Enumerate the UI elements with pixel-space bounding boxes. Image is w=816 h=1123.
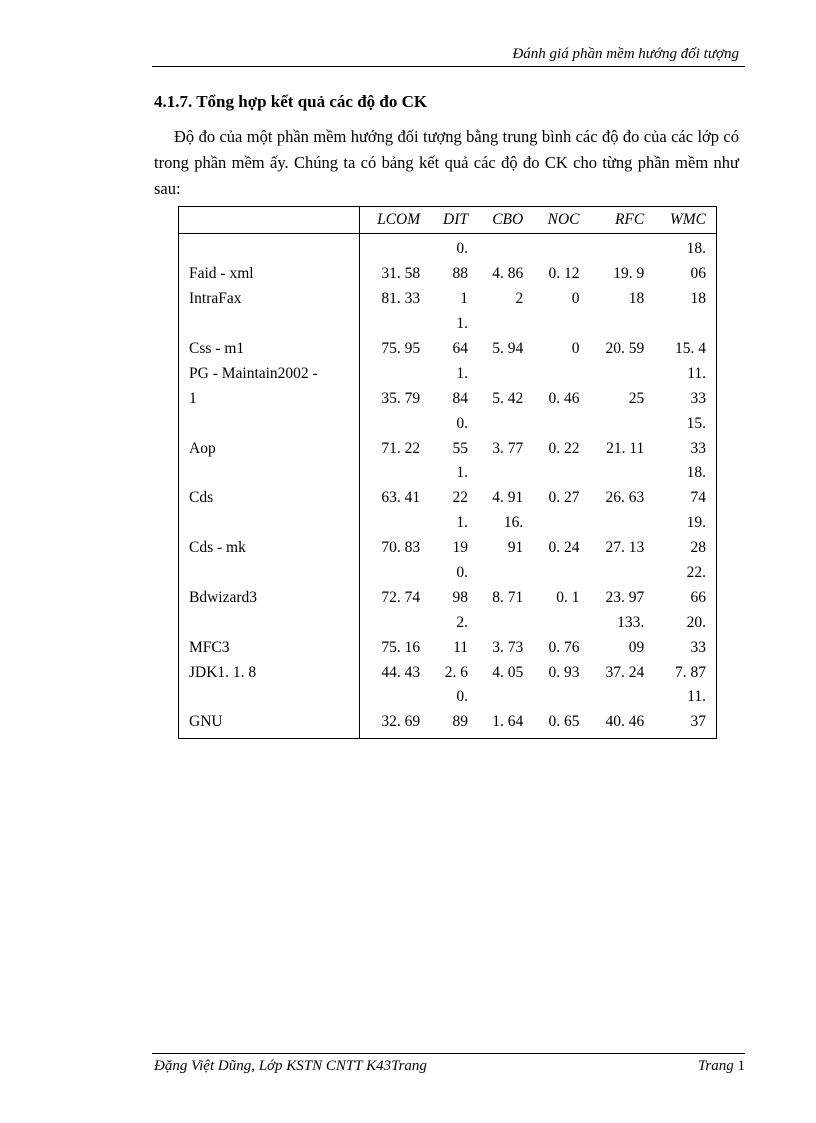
metric-cell: 19 (452, 539, 468, 557)
metric-cell: 75. 95 (381, 340, 421, 357)
metric-cell: 74 (690, 489, 706, 507)
metric-cell (360, 461, 431, 486)
metric-cell: 64 (452, 340, 468, 357)
metric-cell (533, 511, 589, 536)
metric-cell: 18. (686, 240, 706, 258)
metric-cell: 66 (690, 588, 706, 606)
metric-cell: 72. 74 (381, 588, 421, 606)
table-header-row (179, 207, 717, 234)
metric-cell: 84 (452, 389, 468, 407)
metric-cell (478, 361, 533, 386)
metric-cell: 32. 69 (381, 713, 421, 731)
metric-cell: 0. (456, 414, 468, 432)
metric-cell: 75. 16 (381, 638, 421, 656)
metric-cell: 55 (452, 439, 468, 457)
metric-cell: 11 (453, 638, 468, 656)
metric-cell: 91 (507, 539, 524, 557)
software-name-cell: 1 (179, 386, 360, 411)
metric-cell: 88 (452, 265, 468, 283)
metric-cell (478, 610, 533, 635)
metric-cell: 11. (687, 688, 706, 706)
metric-cell: 40. 46 (605, 713, 645, 731)
software-name-cell: Bdwizard3 (179, 585, 360, 610)
metric-cell: 18 (690, 290, 706, 308)
table-row (179, 561, 717, 586)
metric-cell (360, 361, 431, 386)
software-name-cell (179, 234, 360, 262)
metric-cell: 0. 12 (548, 265, 580, 283)
metric-cell: 44. 43 (381, 663, 421, 681)
metric-cell: 31. 58 (381, 265, 421, 283)
page-header: Đánh giá phần mềm hướng đối tượng (512, 46, 739, 62)
metric-cell: 22 (452, 489, 468, 507)
footer-author: Đặng Việt Dũng, Lớp KSTN CNTT K43Trang (154, 1058, 427, 1074)
metric-cell: 0. (456, 688, 468, 706)
metric-cell (533, 461, 589, 486)
metric-cell: 37. 24 (605, 663, 645, 681)
metric-cell (478, 461, 533, 486)
software-name-cell: Cds - mk (179, 536, 360, 561)
metric-cell: 11. (687, 364, 706, 382)
header-cell-dit: DIT (430, 207, 478, 234)
metric-cell: 15. (686, 414, 706, 432)
metric-cell (478, 312, 533, 337)
metric-cell: 7. 87 (675, 663, 706, 681)
metric-cell: 2. 6 (444, 663, 468, 681)
metric-cell: 16. (503, 514, 524, 532)
software-name-cell (179, 312, 360, 337)
metric-cell: 35. 79 (381, 389, 421, 407)
table-row (179, 685, 717, 710)
metric-cell: 19. (686, 514, 706, 532)
metric-cell: 5. 94 (492, 340, 524, 357)
metric-cell (360, 411, 431, 436)
metric-cell (590, 461, 655, 486)
metric-cell: 3. 77 (492, 439, 524, 457)
metric-cell (590, 685, 655, 710)
software-name-cell: Faid - xml (179, 262, 360, 287)
header-cell-lcom: LCOM (360, 207, 431, 234)
metric-cell (590, 312, 655, 337)
metric-cell: 21. 11 (606, 439, 645, 457)
table-row (179, 262, 717, 287)
software-name-cell (179, 511, 360, 536)
metric-cell (478, 685, 533, 710)
metric-cell: 5. 42 (492, 389, 524, 407)
metric-cell: 0. 65 (548, 713, 580, 731)
table-row (179, 436, 717, 461)
header-cell-cbo: CBO (478, 207, 533, 234)
metric-cell (590, 411, 655, 436)
software-name-cell: PG - Maintain2002 - (179, 361, 360, 386)
metric-cell (533, 312, 589, 337)
table-row (179, 610, 717, 635)
metric-cell (533, 411, 589, 436)
metric-cell (360, 234, 431, 262)
metric-cell (533, 234, 589, 262)
software-name-cell: Cds (179, 486, 360, 511)
metric-cell: 0 (571, 340, 580, 357)
metric-cell: 98 (452, 588, 468, 606)
section-title: 4.1.7. Tổng hợp kết quả các độ đo CK (154, 92, 428, 111)
metric-cell: 0 (571, 290, 580, 308)
metric-cell: 33 (690, 389, 706, 407)
metric-cell: 19. 9 (613, 265, 645, 283)
software-name-cell: IntraFax (179, 287, 360, 312)
metric-cell (360, 610, 431, 635)
metric-cell (533, 361, 589, 386)
metric-cell: 37 (690, 713, 706, 731)
metric-cell (360, 312, 431, 337)
metric-cell: 33 (690, 439, 706, 457)
metric-cell (590, 234, 655, 262)
table-row (179, 635, 717, 660)
metric-cell: 81. 33 (381, 290, 421, 308)
metric-cell: 2 (515, 290, 524, 308)
metric-cell: 1. (456, 315, 468, 333)
metric-cell: 4. 86 (492, 265, 524, 283)
metric-cell: 33 (690, 638, 706, 656)
metric-cell: 1. 64 (492, 713, 524, 731)
software-name-cell: GNU (179, 710, 360, 738)
metric-cell (590, 511, 655, 536)
metric-cell: 15. 4 (675, 340, 706, 357)
table-row (179, 337, 717, 362)
header-cell-noc: NOC (533, 207, 589, 234)
table-row (179, 585, 717, 610)
metric-cell: 1 (460, 290, 468, 308)
metric-cell: 0. 76 (548, 638, 580, 656)
ck-metrics-table (178, 206, 717, 739)
software-name-cell: MFC3 (179, 635, 360, 660)
footer-page-number: 1 (737, 1058, 745, 1074)
footer-rule (152, 1053, 745, 1054)
table-row (179, 486, 717, 511)
metric-cell: 18 (628, 290, 645, 308)
metric-cell (360, 685, 431, 710)
metric-cell: 3. 73 (492, 638, 524, 656)
software-name-cell (179, 561, 360, 586)
metric-cell: 0. 46 (548, 389, 580, 407)
metric-cell: 0. 27 (548, 489, 580, 507)
metric-cell (478, 561, 533, 586)
metric-cell: 06 (690, 265, 706, 283)
metric-cell: 1. (456, 364, 468, 382)
table-body (179, 234, 717, 739)
metric-cell (654, 312, 716, 337)
header-rule (152, 66, 745, 67)
metric-cell: 18. (686, 464, 706, 482)
body-paragraph: Độ đo của một phần mềm hướng đối tượng bằng trung bình các độ đo của các lớp có trong phần mềm ấy. Chúng ta có bảng kết quả các độ đo CK cho từng phần mềm như sau: (154, 127, 739, 198)
software-name-cell (179, 461, 360, 486)
table-row (179, 312, 717, 337)
table-row (179, 660, 717, 685)
header-cell (179, 207, 360, 234)
metric-cell: 8. 71 (492, 588, 524, 606)
metric-cell: 1. (456, 514, 468, 532)
metric-cell: 0. (456, 564, 468, 582)
metric-cell (533, 561, 589, 586)
table-row (179, 386, 717, 411)
table-row (179, 461, 717, 486)
metric-cell: 0. 1 (556, 588, 580, 606)
table-row (179, 536, 717, 561)
software-name-cell: JDK1. 1. 8 (179, 660, 360, 685)
metric-cell: 71. 22 (381, 439, 421, 457)
metric-cell (590, 561, 655, 586)
metric-cell: 0. 24 (548, 539, 580, 557)
table-row (179, 361, 717, 386)
metric-cell: 89 (452, 713, 468, 731)
header-cell-wmc: WMC (654, 207, 716, 234)
metric-cell (360, 561, 431, 586)
metric-cell: 0. 22 (548, 439, 580, 457)
metric-cell: 20. (686, 613, 706, 631)
header-cell-rfc: RFC (590, 207, 655, 234)
metric-cell (478, 411, 533, 436)
footer-page (698, 1058, 745, 1075)
metric-cell: 70. 83 (381, 539, 421, 557)
metric-cell: 09 (628, 638, 645, 656)
metric-cell: 63. 41 (381, 489, 421, 507)
metric-cell: 22. (686, 564, 706, 582)
table-row (179, 234, 717, 262)
table-row (179, 411, 717, 436)
software-name-cell (179, 610, 360, 635)
metric-cell: 25 (628, 389, 645, 407)
metric-cell: 2. (456, 613, 468, 631)
software-name-cell (179, 685, 360, 710)
metric-cell: 4. 05 (492, 663, 524, 681)
table-row (179, 511, 717, 536)
metric-cell: 0. 93 (548, 663, 580, 681)
software-name-cell: Aop (179, 436, 360, 461)
table-row (179, 710, 717, 738)
metric-cell (590, 361, 655, 386)
metric-cell (533, 610, 589, 635)
software-name-cell: Css - m1 (179, 337, 360, 362)
metric-cell: 26. 63 (605, 489, 645, 507)
metric-cell: 27. 13 (605, 539, 645, 557)
metric-cell: 1. (456, 464, 468, 482)
metric-cell (478, 234, 533, 262)
metric-cell: 28 (690, 539, 706, 557)
metric-cell: 133. (617, 613, 645, 631)
metric-cell: 4. 91 (492, 489, 524, 507)
software-name-cell (179, 411, 360, 436)
metric-cell: 0. (456, 240, 468, 258)
metric-cell (533, 685, 589, 710)
metric-cell: 20. 59 (605, 340, 645, 357)
table-row (179, 287, 717, 312)
footer-page-label: Trang (697, 1058, 734, 1074)
metric-cell (360, 511, 431, 536)
metric-cell: 23. 97 (605, 588, 645, 606)
